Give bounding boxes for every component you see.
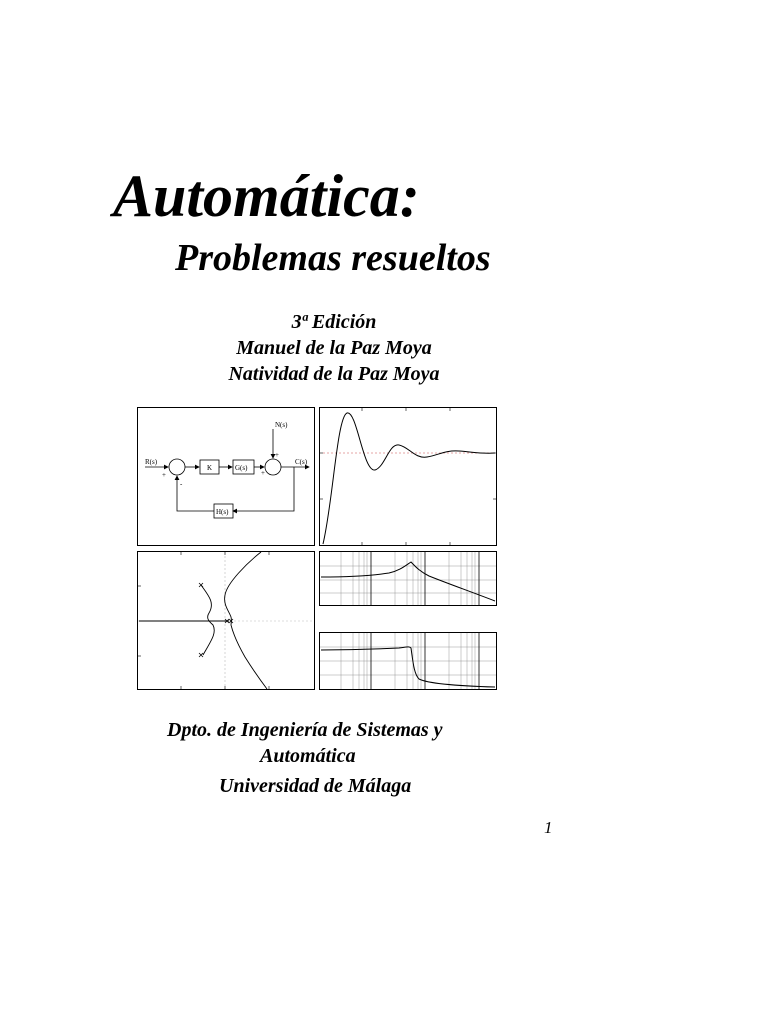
- university-name: Universidad de Málaga: [219, 775, 412, 797]
- minus-sign: -: [180, 480, 183, 488]
- bode-phase-figure: [319, 632, 497, 690]
- page-number: 1: [544, 818, 553, 837]
- book-subtitle: Problemas resueltos: [175, 237, 491, 279]
- plus-sign: +: [275, 451, 279, 459]
- department-line: Automática: [260, 745, 356, 767]
- figure-frame: [320, 408, 497, 546]
- department-line: Dpto. de Ingeniería de Sistemas y: [167, 719, 443, 741]
- edition-label: 3ª Edición: [291, 311, 377, 333]
- plus-sign: +: [162, 471, 166, 479]
- step-response-figure: [319, 407, 497, 546]
- root-locus-figure: [137, 551, 315, 690]
- gain-label: K: [207, 464, 213, 472]
- feedback-label: H(s): [216, 508, 229, 516]
- input-label: R(s): [145, 458, 158, 466]
- output-label: C(s): [295, 458, 308, 466]
- figure-frame: [320, 552, 497, 606]
- plant-label: G(s): [235, 464, 248, 472]
- author-name: Natividad de la Paz Moya: [228, 363, 440, 385]
- plus-sign: +: [261, 469, 265, 477]
- book-title: Automática:: [113, 163, 420, 229]
- bode-magnitude-figure: [319, 551, 497, 606]
- block-diagram-figure: [137, 407, 315, 546]
- author-name: Manuel de la Paz Moya: [236, 337, 432, 359]
- disturbance-label: N(s): [275, 421, 288, 429]
